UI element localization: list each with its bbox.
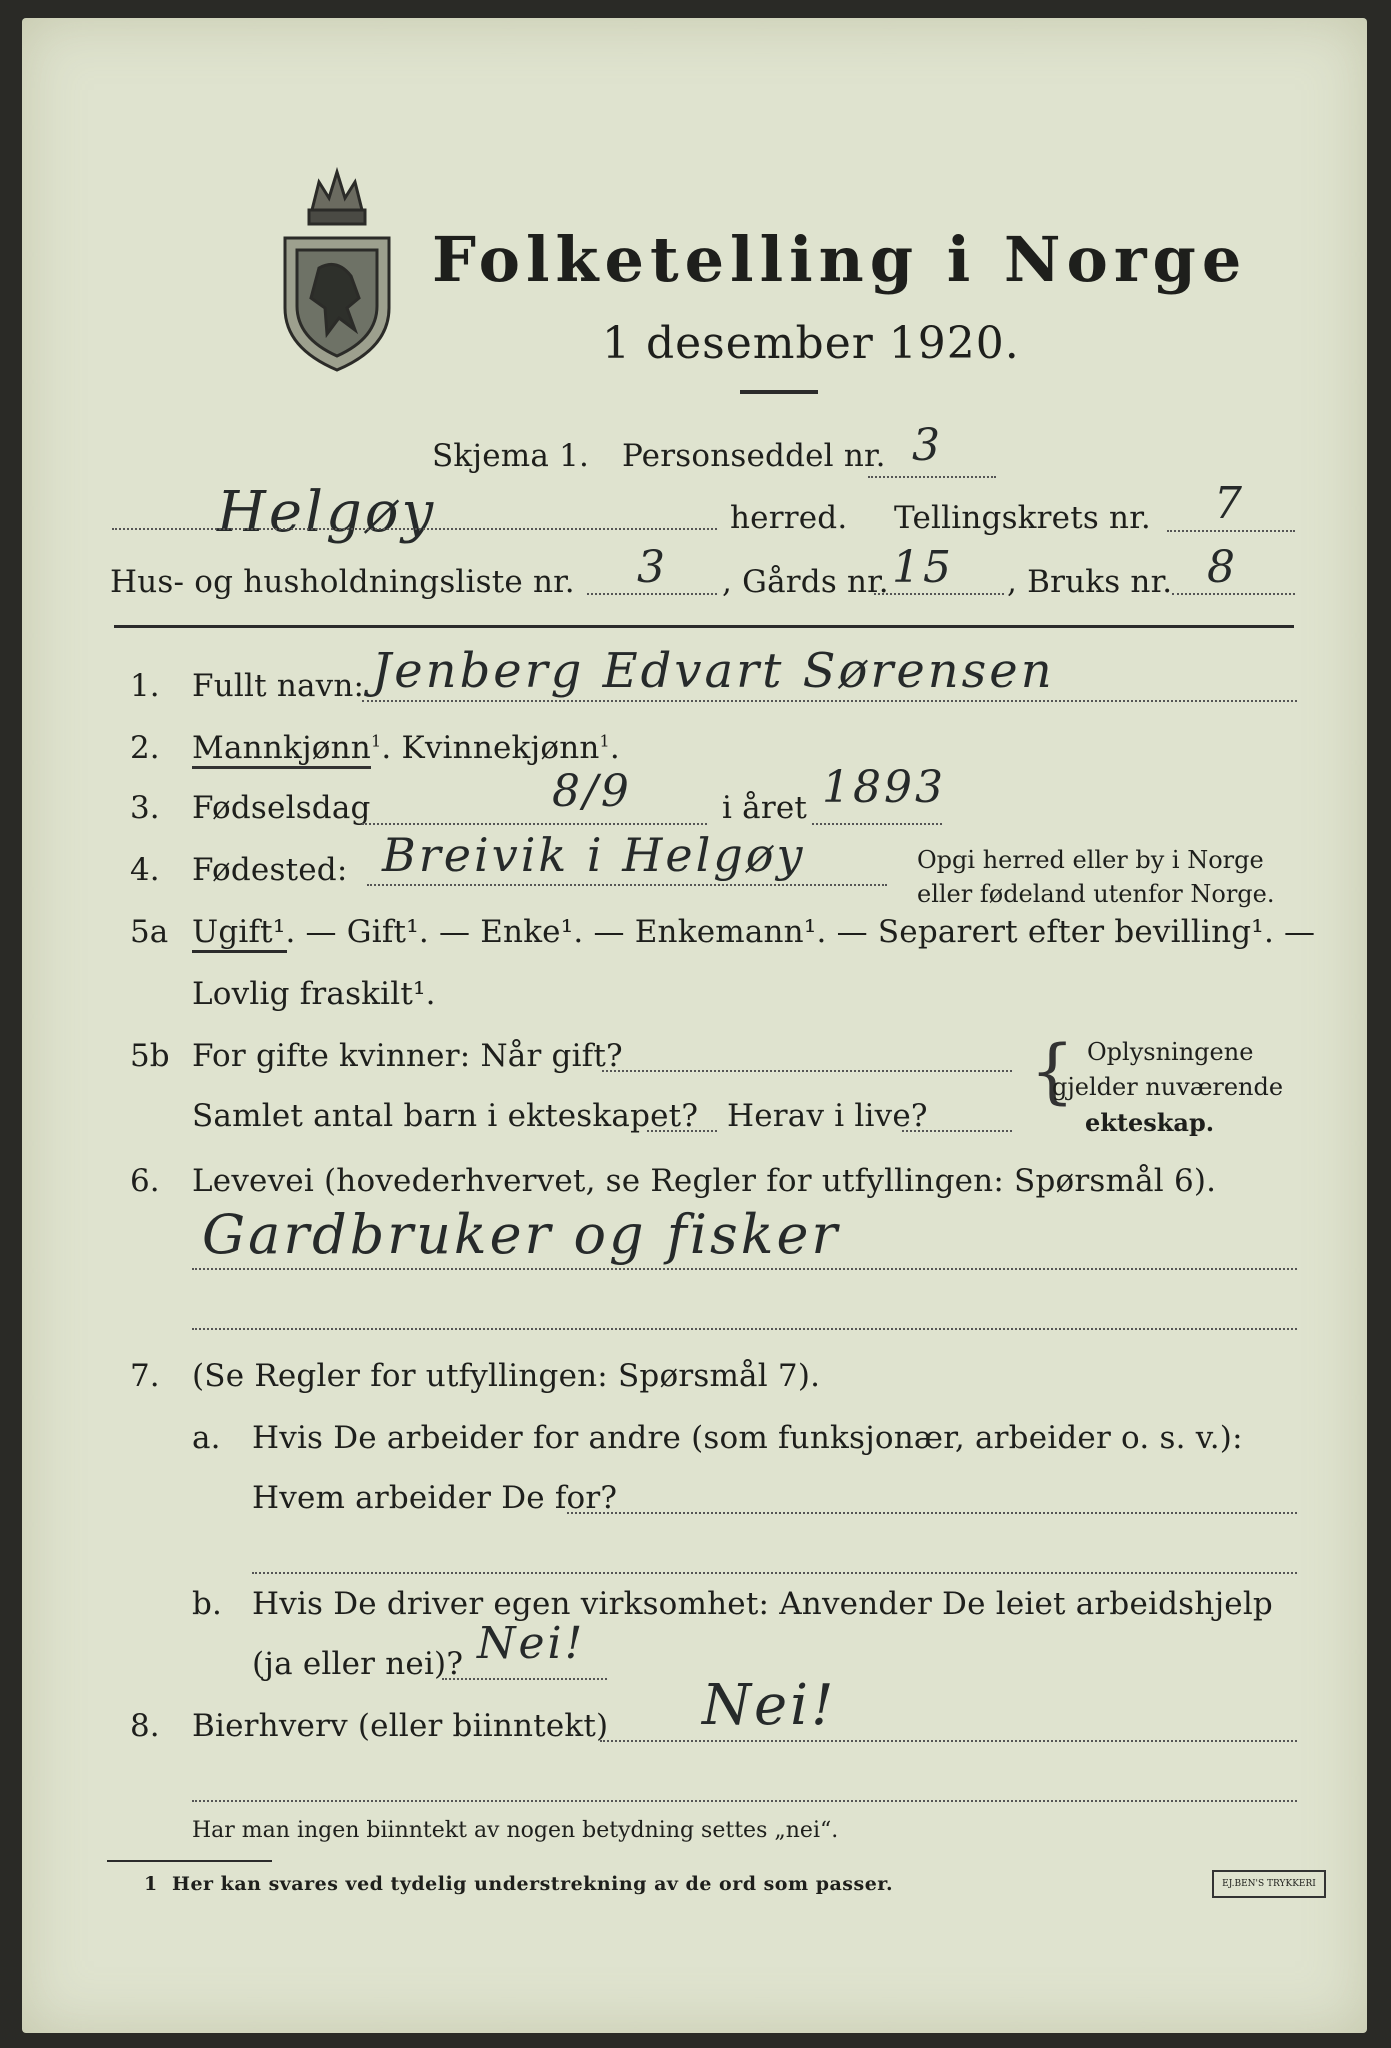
brace-icon: { [1030, 1030, 1075, 1112]
married-when-label: For gifte kvinner: Når gift? [192, 1038, 623, 1074]
census-form [22, 18, 1367, 2033]
q7b-text: Hvis De driver egen virksomhet: Anvender De leiet arbeidshjelp [252, 1586, 1273, 1622]
footnote-text: Her kan svares ved tydelig understrekning av de ord som passer. [172, 1873, 894, 1895]
marriage-note-3: ekteskap. [1085, 1108, 1215, 1137]
tellingskrets-label: Tellingskrets nr. [894, 500, 1151, 536]
q3-number: 3. [130, 790, 160, 826]
birthdate-label: Fødselsdag [192, 790, 371, 826]
q4-number: 4. [130, 852, 160, 888]
header-rule [114, 625, 1294, 628]
q5b-number: 5b [130, 1038, 170, 1074]
sex-male-option: Mannkjønn [192, 730, 371, 769]
side-income-label: Bierhverv (eller biinntekt) [192, 1708, 609, 1744]
printer-stamp: EJ.BEN'S TRYKKERI [1212, 1870, 1326, 1898]
q7-number: 7. [130, 1358, 160, 1394]
hired-help-label: (ja eller nei)? [252, 1646, 464, 1682]
birthplace-note-2: eller fødeland utenfor Norge. [917, 880, 1275, 908]
municipality-value: Helgøy [217, 480, 437, 545]
bruks-label: , Bruks nr. [1007, 564, 1173, 600]
title-divider [740, 390, 818, 394]
children-alive-label: Herav i live? [727, 1098, 928, 1134]
birthplace-value: Breivik i Helgøy [382, 828, 806, 882]
occupation-label: Levevei (hovederhvervet, se Regler for utfyllingen: Spørsmål 6). [192, 1163, 1217, 1199]
marital-status-options: Ugift¹. — Gift¹. — Enke¹. — Enkemann¹. — Separert efter bevilling¹. — [192, 914, 1316, 950]
personseddel-label: Personseddel nr. [622, 438, 886, 474]
sex-options: Mannkjønn$^1$. Kvinnekjønn$^1$. [192, 730, 620, 766]
form-title: Folketelling i Norge [432, 223, 1248, 296]
full-name-label: Fullt navn: [192, 668, 365, 704]
side-income-value: Nei! [702, 1673, 837, 1738]
census-date: 1 desember 1920. [602, 318, 1020, 369]
employer-label: Hvem arbeider De for? [252, 1480, 618, 1516]
bruks-value: 8 [1207, 542, 1238, 593]
birthplace-note-1: Opgi herred eller by i Norge [917, 846, 1264, 874]
birthyear-value: 1893 [822, 762, 946, 813]
birthplace-label: Fødested: [192, 852, 348, 888]
coat-of-arms-icon [267, 158, 407, 378]
household-label: Hus- og husholdningsliste nr. [110, 564, 575, 600]
no-income-note: Har man ingen biinntekt av nogen betydning settes „nei“. [192, 1818, 839, 1843]
children-count-label: Samlet antal barn i ekteskapet? [192, 1098, 699, 1134]
personseddel-value: 3 [912, 420, 943, 471]
q7b-letter: b. [192, 1586, 223, 1622]
footnote-mark: 1 [144, 1873, 158, 1895]
q7a-text: Hvis De arbeider for andre (som funksjonær, arbeider o. s. v.): [252, 1420, 1243, 1456]
herred-label: herred. [730, 500, 848, 536]
q6-number: 6. [130, 1163, 160, 1199]
q5a-number: 5a [130, 914, 169, 950]
gaards-value: 15 [892, 542, 954, 593]
q1-number: 1. [130, 668, 160, 704]
schema-label: Skjema 1. [432, 438, 590, 474]
birthyear-label: i året [722, 790, 808, 826]
occupation-value: Gardbruker og fisker [202, 1203, 841, 1266]
footnote-rule [107, 1860, 272, 1862]
marriage-note-2: gjelder nuværende [1052, 1073, 1284, 1101]
ugift-underline [192, 950, 287, 953]
q2-number: 2. [130, 730, 160, 766]
tellingskrets-value: 7 [1214, 478, 1245, 529]
q7a-letter: a. [192, 1420, 221, 1456]
household-value: 3 [637, 542, 668, 593]
gaards-label: , Gårds nr. [722, 564, 889, 600]
q8-number: 8. [130, 1708, 160, 1744]
q7-label: (Se Regler for utfyllingen: Spørsmål 7). [192, 1358, 821, 1394]
marital-status-divorced: Lovlig fraskilt¹. [192, 976, 436, 1012]
birthdate-value: 8/9 [552, 766, 632, 817]
hired-help-value: Nei! [477, 1618, 586, 1669]
sex-female-option: Kvinnekjønn [401, 730, 600, 766]
marriage-note-1: Oplysningene [1087, 1038, 1254, 1066]
full-name-value: Jenberg Edvart Sørensen [372, 643, 1055, 699]
